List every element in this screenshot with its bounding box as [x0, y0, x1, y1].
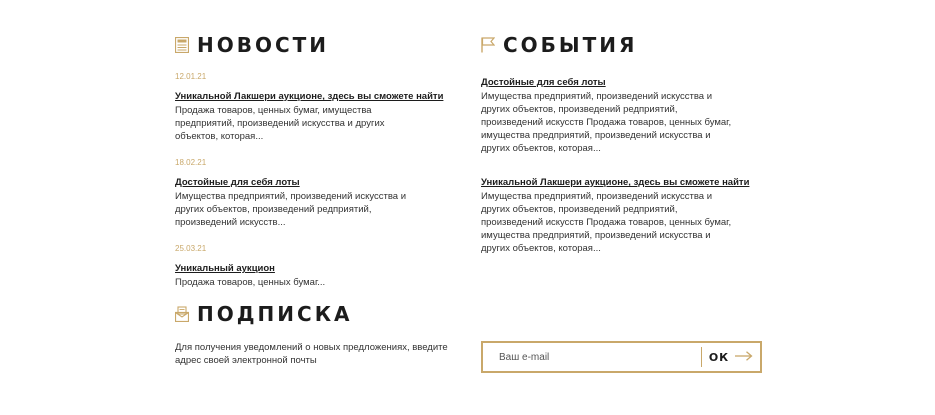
subscribe-description: Для получения уведомлений о новых предложениях, введите адрес своей электронной почты: [175, 342, 448, 366]
email-input[interactable]: [483, 343, 701, 371]
event-excerpt: Имущества предприятий, произведений искусства и других объектов, произведений редприятий, произведений искусств Продажа товаров, ценных бумаг, имущества предприятий, произведений искусства и других объектов, которая...: [481, 91, 732, 154]
news-item: [175, 244, 443, 289]
news-date: 25.03.21: [175, 244, 207, 253]
news-list: [175, 72, 443, 304]
events-list: [481, 72, 749, 270]
news-excerpt: Продажа товаров, ценных бумаг...: [175, 277, 326, 288]
arrow-right-icon: [735, 348, 753, 366]
newspaper-icon: [175, 37, 189, 53]
news-date: 18.02.21: [175, 158, 207, 167]
event-headline-link[interactable]: Достойные для себя лоты: [481, 77, 606, 88]
news-title: НОВОСТИ: [197, 33, 330, 57]
event-headline-link[interactable]: Уникальной Лакшери аукционе, здесь вы сможете найти: [481, 177, 750, 188]
subscribe-form: [481, 341, 762, 373]
news-excerpt: Имущества предприятий, произведений искусства и других объектов, произведений редприятий, произведений искусств...: [175, 191, 407, 228]
submit-button-label: ОК: [708, 350, 730, 364]
event-excerpt: Имущества предприятий, произведений искусства и других объектов, произведений редприятий, произведений искусств Продажа товаров, ценных бумаг, имущества предприятий, произведений искусства и других объектов, которая...: [481, 191, 732, 254]
event-item: [481, 172, 749, 255]
news-headline-link[interactable]: Уникальный аукцион: [175, 263, 275, 274]
subscribe-title: ПОДПИСКА: [197, 302, 353, 326]
events-title: СОБЫТИЯ: [503, 33, 638, 57]
mail-icon: [175, 306, 189, 322]
news-section-header: [175, 33, 329, 57]
subscribe-section-header: [175, 302, 353, 326]
submit-button[interactable]: [702, 343, 760, 371]
news-headline-link[interactable]: Достойные для себя лоты: [175, 177, 300, 188]
news-headline-link[interactable]: Уникальной Лакшери аукционе, здесь вы сможете найти: [175, 91, 444, 102]
events-section-header: [481, 33, 637, 57]
flag-icon: [481, 37, 495, 53]
news-date: 12.01.21: [175, 72, 207, 81]
news-excerpt: Продажа товаров, ценных бумаг, имущества предприятий, произведений искусства и других объектов, которая...: [175, 105, 385, 142]
event-item: [481, 72, 749, 155]
news-item: [175, 72, 443, 143]
news-item: [175, 158, 443, 229]
